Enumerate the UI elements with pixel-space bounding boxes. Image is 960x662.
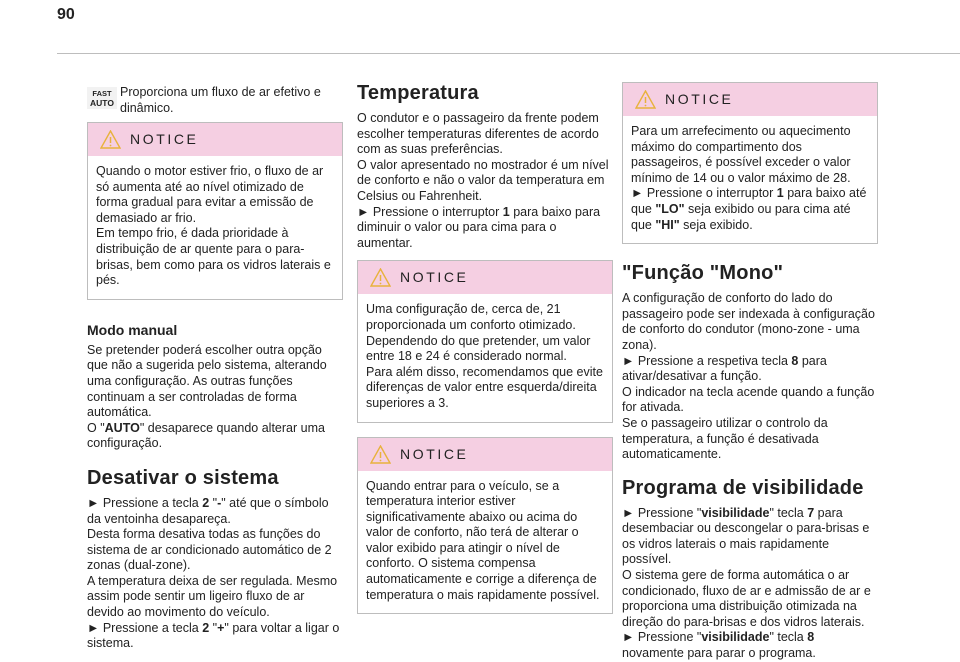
section-heading-desativar: Desativar o sistema [87,466,279,489]
section-heading-modo-manual: Modo manual [87,321,178,338]
notice-box-1 [87,122,343,300]
notice-box-2 [357,260,613,422]
notice-box-3 [357,437,613,615]
column-3 [622,82,878,662]
notice-header [623,83,877,116]
notice-title: NOTICE [130,131,199,147]
warning-icon [370,268,391,287]
manual-auto-paragraph: O "AUTO" desaparece quando alterar uma configuração. [87,420,325,451]
notice-text: Quando o motor estiver frio, o fluxo de ar só aumenta até ao nível otimizado de forma gradual para evitar a emissão de demasiado ar frio. Em tempo frio, é dada prioridade à distribuição de ar quente para o para-brisas, bem como para os vidros laterais e pés. [96,164,331,288]
manual-paragraph: Se pretender poderá escolher outra opção que não a sugerida pelo sistema, alterando uma configuração. As outras funções continuam a ser controladas de forma automática. [87,342,327,420]
notice-text: Quando entrar para o veículo, se a temperatura interior estiver significativamente abaixo ou acima do valor de conforto, não terá de alterar o valor exibido para atingir o nível de conforto. O sistema compensa automaticamente e corrige a diferença de temperatura o mais rapidamente possível. [366,478,601,602]
notice-header [358,261,612,294]
notice-box-4 [622,82,878,244]
disable-paragraph: ► Pressione a tecla 2 "-" até que o símbolo da ventoinha desapareça. Desta forma desativa todas as funções do sistema de ar condicionado automático de 2 zonas (dual-zone). A temperatura deixa de ser regulada. Mesmo assim pode sentir um ligeiro fluxo de ar devido ao movimento do veículo. ► Pressione a tecla 2 "+" para voltar a ligar o sistema. [87,495,343,651]
column-2 [357,82,613,614]
notice-title: NOTICE [665,91,734,107]
header-divider [57,53,960,54]
notice-header [88,123,342,156]
section-heading-temperatura: Temperatura [357,82,479,104]
fast-label: FAST [92,89,112,98]
visibility-paragraph: ► Pressione "visibilidade" tecla 7 para desembaciar ou descongelar o para-brisas e os vidros laterais o mais rapidamente possível. O sistema gere de forma automática o ar condicionado, fluxo de ar e admissão de ar e proporciona uma distribuição otimizada na direção do para-brisas e dos vidros laterais. ► Pressione "visibilidade" tecla 8 novamente para parar o programa. [622,505,871,661]
fast-description: Proporciona um fluxo de ar efetivo e dinâmico. [120,85,321,115]
temperature-paragraph: O condutor e o passageiro da frente podem escolher temperaturas diferentes de acordo com as suas preferências. O valor apresentado no mostrador é um nível de conforto e não o valor da temperatura em Celsius ou Fahrenheit. ► Pressione o interruptor 1 para baixo para diminuir o valor ou para cima para o aumentar. [357,111,609,250]
section-heading-funcao-mono: "Função "Mono" [622,262,784,285]
fast-auto-row [87,82,343,122]
section-heading-visibilidade: Programa de visibilidade [622,476,864,499]
warning-icon [635,90,656,109]
column-1 [87,82,343,652]
auto-label: AUTO [90,98,114,108]
notice-title: NOTICE [400,445,469,462]
warning-icon [100,130,121,149]
notice-title: NOTICE [400,269,469,286]
fast-auto-icon [87,87,117,109]
notice-header [358,438,612,471]
page-number: 90 [57,6,75,23]
notice-text: Para um arrefecimento ou aquecimento máximo do compartimento dos passageiros, é possível exceder o valor mínimo de 14 ou o valor máximo de 28. ► Pressione o interruptor 1 para baixo até que "LO" seja exibido ou para cima até que "HI" seja exibido. [631,124,870,232]
warning-icon [370,445,391,464]
mono-paragraph: A configuração de conforto do lado do passageiro pode ser indexada à configuração de conforto do condutor (mono-zone - uma zona). ► Pressione a respetiva tecla 8 para ativar/desativar a função. O indicador na tecla acende quando a função for ativada. Se o passageiro utilizar o controlo da temperatura, a função é desativada automaticamente. [622,291,875,462]
notice-text: Uma configuração de, cerca de, 21 proporcionada um conforto otimizado. Dependendo do que pretender, um valor entre 18 e 24 é considerado normal. Para além disso, recomendamos que evite diferenças de valor entre esquerda/direita superiores a 3. [366,302,603,410]
